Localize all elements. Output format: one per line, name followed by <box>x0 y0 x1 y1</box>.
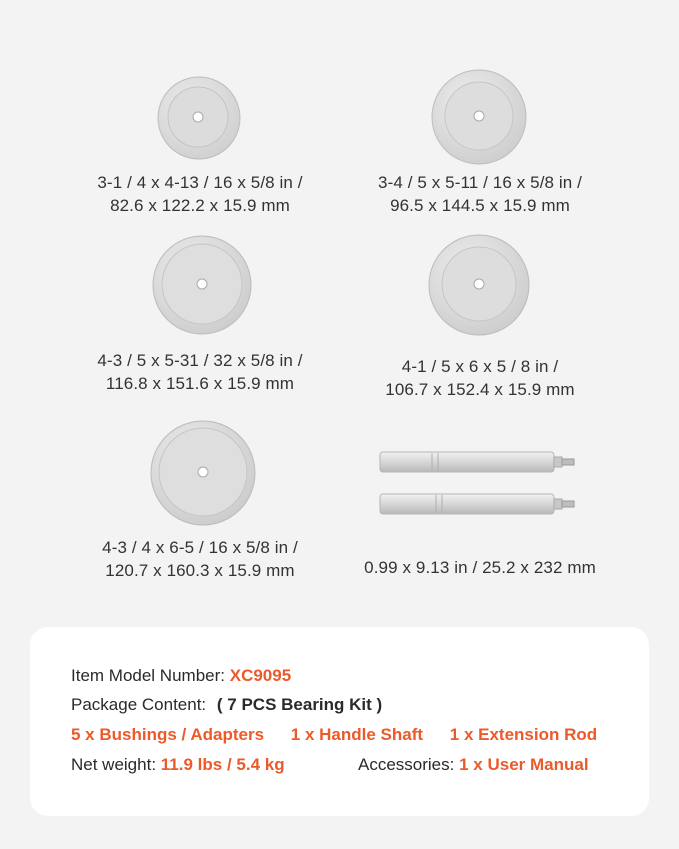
model-row <box>71 665 291 687</box>
content-row <box>71 724 597 746</box>
package-row <box>71 694 382 716</box>
weight-row <box>71 754 285 776</box>
content-bushings: 5 x Bushings / Adapters <box>71 725 265 744</box>
part-caption-3: 4-3 / 5 x 5-31 / 32 x 5/8 in / 116.8 x 151.6 x 15.9 mm <box>97 351 303 393</box>
content-extension-rod: 1 x Extension Rod <box>449 725 598 744</box>
content-handle-shaft: 1 x Handle Shaft <box>290 725 424 744</box>
product-info-panel <box>30 627 649 816</box>
weight-value: 11.9 lbs / 5.4 kg <box>160 755 285 774</box>
package-label: Package Content: <box>71 695 207 714</box>
part-caption-4: 4-1 / 5 x 6 x 5 / 8 in / 106.7 x 152.4 x 15.9 mm <box>385 357 575 399</box>
accessories-label: Accessories: <box>358 755 455 774</box>
extension-rod <box>380 494 574 514</box>
model-label: Item Model Number: <box>71 666 225 685</box>
model-value: XC9095 <box>229 666 292 685</box>
handle-rod-icon <box>378 445 578 521</box>
part-caption-6: 0.99 x 9.13 in / 25.2 x 232 mm <box>364 558 596 577</box>
accessories-value: 1 x User Manual <box>459 755 589 774</box>
handle-shaft-rod <box>380 452 574 472</box>
bushing-disk-icon <box>150 420 256 526</box>
part-caption-5: 4-3 / 4 x 6-5 / 16 x 5/8 in / 120.7 x 160.3 x 15.9 mm <box>102 538 298 580</box>
package-value: ( 7 PCS Bearing Kit ) <box>216 695 383 714</box>
weight-label: Net weight: <box>71 755 157 774</box>
part-caption-2: 3-4 / 5 x 5-11 / 16 x 5/8 in / 96.5 x 144.5 x 15.9 mm <box>378 173 582 215</box>
bushing-disk-icon <box>431 69 527 165</box>
bushing-disk-icon <box>428 234 530 336</box>
accessories-row <box>358 754 589 776</box>
bushing-disk-icon <box>157 76 241 160</box>
bushing-disk-icon <box>152 235 252 335</box>
part-caption-1: 3-1 / 4 x 4-13 / 16 x 5/8 in / 82.6 x 122.2 x 15.9 mm <box>97 173 303 215</box>
